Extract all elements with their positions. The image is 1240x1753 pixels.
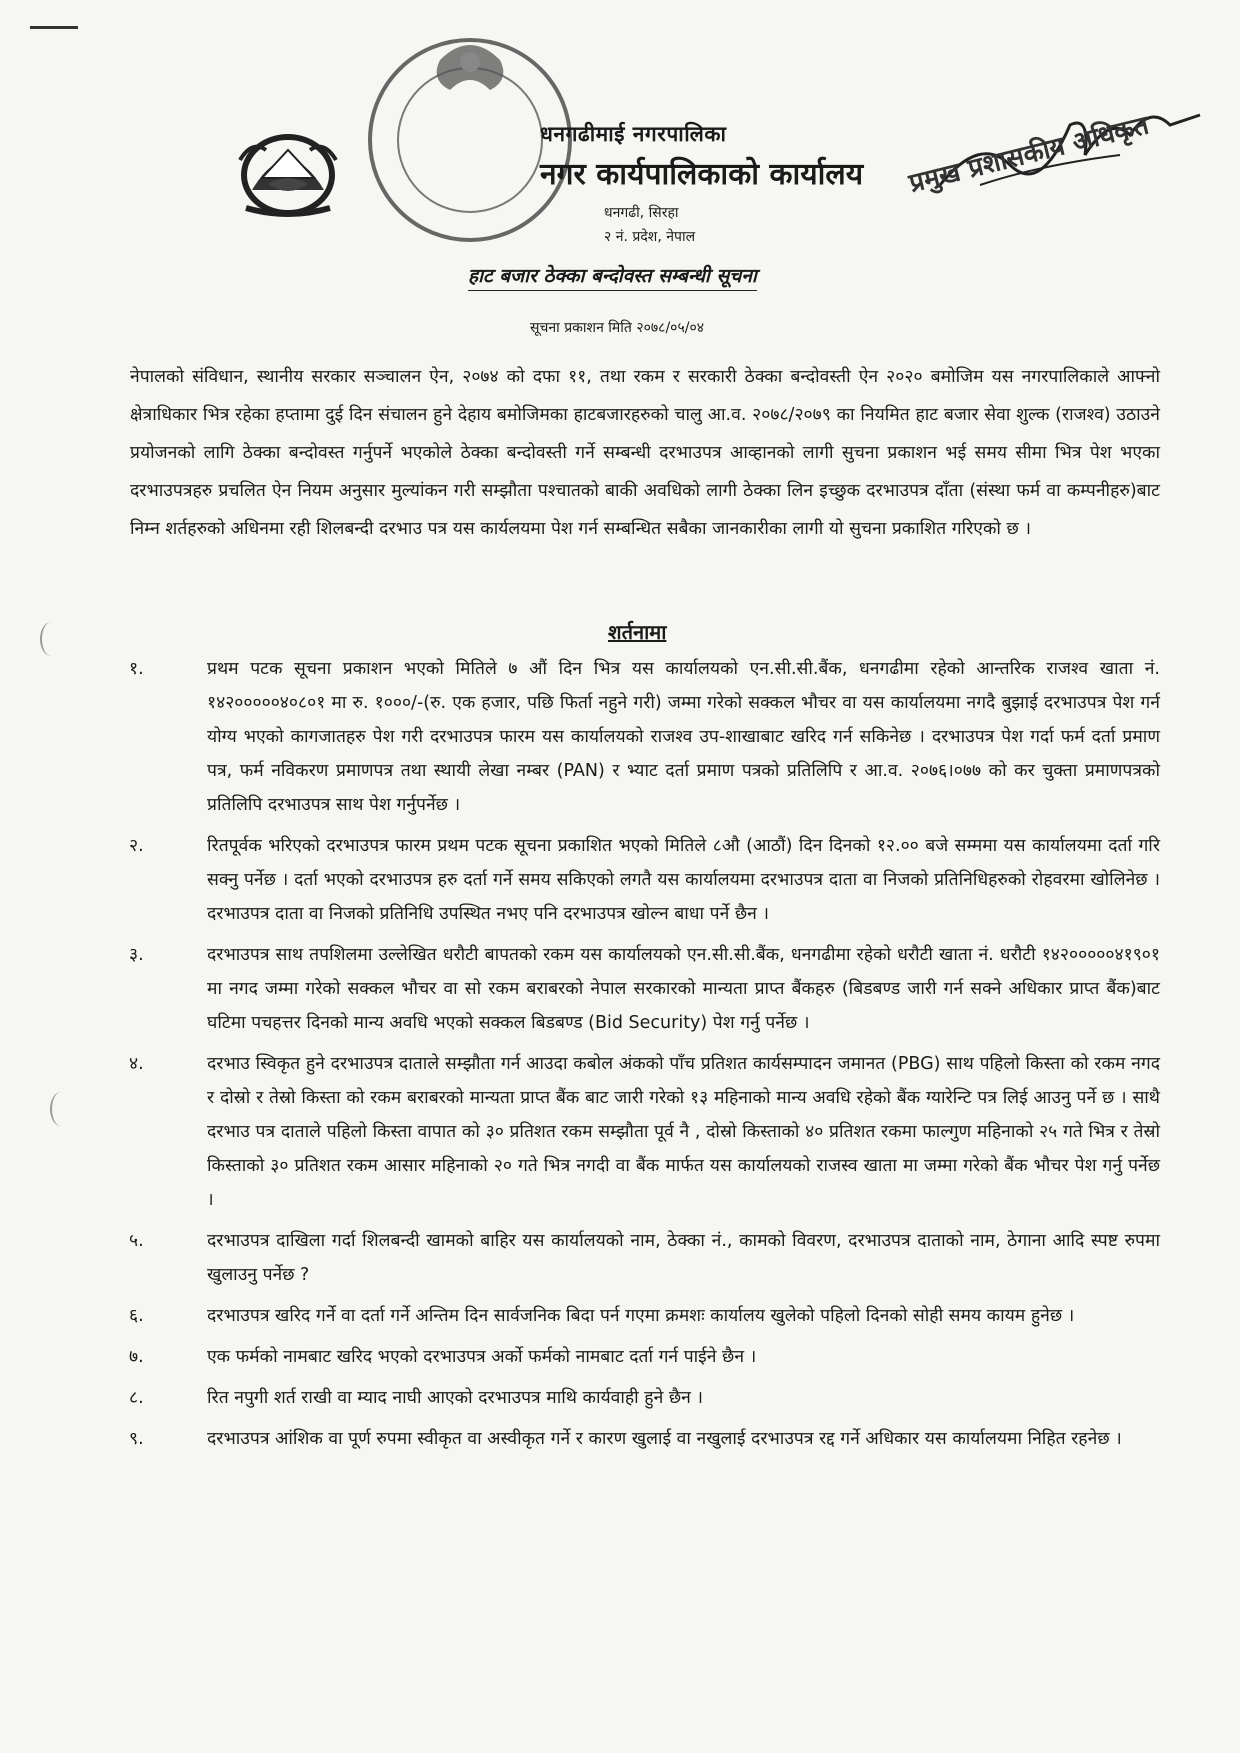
term-number: ६. — [129, 1306, 144, 1326]
term-item — [115, 1340, 1160, 1374]
term-item — [115, 829, 1160, 931]
term-text: रित नपुगी शर्त राखी वा म्याद नाघी आएको दरभाउपत्र माथि कार्यवाही हुने छैन । — [207, 1388, 704, 1408]
intro-paragraph: नेपालको संविधान, स्थानीय सरकार सञ्चालन ऐन, २०७४ को दफा ११, तथा रकम र सरकारी ठेक्का बन्दोवस्ती ऐन २०२० बमोजिम यस नगरपालिकाले आफ्नो क्षेत्राधिकार भित्र रहेका हप्तामा दुई दिन संचालन हुने देहाय बमोजिमका हाटबजारहरुको चालु आ.व. २०७८/२०७९ का नियमित हाट बजार सेवा शुल्क (राजश्व) उठाउने प्रयोजनको लागि ठेक्का बन्दोवस्त गर्नुपर्ने भएकोले ठेक्का बन्दोवस्ती गर्ने सम्बन्धी दरभाउपत्र आव्हानको लागी सुचना प्रकाशन भई समय सीमा भित्र पेश भएका दरभाउपत्रहरु प्रचलित ऐन नियम अनुसार मुल्यांकन गरी सम्झौता पश्चातको बाकी अवधिको लागी ठेक्का लिन इच्छुक दरभाउपत्र दाँता (संस्था फर्म वा कम्पनीहरु)बाट निम्न शर्तहरुको अधिनमा रही शिलबन्दी दरभाउ पत्र यस कार्यलयमा पेश गर्न सम्बन्धित सबैका जानकारीका लागी यो सुचना प्रकाशित गरिएको छ । — [130, 367, 1160, 539]
nepal-emblem-logo — [232, 120, 344, 220]
term-text: एक फर्मको नामबाट खरिद भएको दरभाउपत्र अर्को फर्मको नामबाट दर्ता गर्न पाईने छैन । — [207, 1347, 757, 1367]
punch-hole-mark — [40, 622, 62, 656]
term-item — [115, 1422, 1160, 1456]
address-line-1: धनगढी, सिरहा — [604, 205, 679, 221]
address-line-2: २ नं. प्रदेश, नेपाल — [604, 229, 696, 245]
term-text: प्रथम पटक सूचना प्रकाशन भएको मितिले ७ औं दिन भित्र यस कार्यालयको एन.सी.सी.बैंक, धनगढीमा रहेको आन्तरिक राजश्व खाता नं. १४२०००००४०८०१ मा रु. १०००/-(रु. एक हजार, पछि फिर्ता नहुने गरी) जम्मा गरेको सक्कल भौचर वा यस कार्यालयमा नगदै बुझाई दरभाउपत्र पेश गर्न योग्य भएको कागजातहरु पेश गरी दरभाउपत्र फारम यस कार्यालयको राजश्व उप-शाखाबाट खरिद गर्न सकिनेछ । दरभाउपत्र पेश गर्दा फर्म दर्ता प्रमाण पत्र, फर्म नविकरण प्रमाणपत्र तथा स्थायी लेखा नम्बर (PAN) र भ्याट दर्ता प्रमाण पत्रको प्रतिलिपि र आ.व. २०७६।०७७ को कर चुक्ता प्रमाणपत्रको प्रतिलिपि दरभाउपत्र साथ पेश गर्नुपर्नेछ । — [207, 659, 1160, 815]
signature-designation: प्रमुख प्रशासकीय अधिकृत — [906, 110, 1152, 199]
term-item — [115, 1381, 1160, 1415]
term-text: दरभाउ स्विकृत हुने दरभाउपत्र दाताले सम्झौता गर्न आउदा कबोल अंकको पाँच प्रतिशत कार्यसम्पादन जमानत (PBG) साथ पहिलो किस्ता को रकम नगद र दोस्रो र तेस्रो किस्ता को रकम बराबरको मान्यता प्राप्त बैंक बाट जारी गरेको १३ महिनाको मान्य अवधि रहेको बैंक ग्यारेन्टि पत्र लिई आउनु पर्ने छ । साथै दरभाउ पत्र दाताले पहिलो किस्ता वापात को ३० प्रतिशत रकम सम्झौता पूर्व नै , दोस्रो किस्ताको ४० प्रतिशत रकमा फाल्गुण महिनाको २५ गते भित्र र तेस्रो किस्ताको ३० प्रतिशत रकम आसार महिनाको २० गते भित्र नगदी वा बैंक मार्फत यस कार्यालयको राजस्व खाता मा जम्मा गरेको बैंक भौचर पेश गर्नु पर्नेछ । — [207, 1054, 1160, 1210]
term-item — [115, 938, 1160, 1040]
term-number: ४. — [129, 1054, 144, 1074]
term-number: ५. — [129, 1231, 144, 1251]
term-number: ९. — [129, 1429, 144, 1449]
punch-hole-mark — [50, 1092, 72, 1126]
notice-title: हाट बजार ठेक्का बन्दोवस्त सम्बन्धी सूचना — [468, 262, 757, 291]
term-number: ७. — [129, 1347, 144, 1367]
office-name: नगर कार्यपालिकाको कार्यालय — [540, 157, 864, 192]
letterhead — [540, 120, 940, 249]
term-number: २. — [129, 836, 144, 856]
term-item — [115, 1224, 1160, 1292]
term-text: दरभाउपत्र खरिद गर्ने वा दर्ता गर्ने अन्तिम दिन सार्वजनिक बिदा पर्न गएमा क्रमशः कार्यालय खुलेको पहिलो दिनको सोही समय कायम हुनेछ । — [207, 1306, 1075, 1326]
term-item — [115, 1047, 1160, 1217]
term-item — [115, 652, 1160, 822]
office-address — [604, 201, 940, 249]
terms-heading: शर्तनामा — [608, 620, 667, 644]
term-text: दरभाउपत्र दाखिला गर्दा शिलबन्दी खामको बाहिर यस कार्यालयको नाम, ठेक्का नं., कामको विवरण, दरभाउपत्र दाताको नाम, ठेगाना आदि स्पष्ट रुपमा खुलाउनु पर्नेछ ? — [207, 1231, 1160, 1285]
term-text: दरभाउपत्र आंशिक वा पूर्ण रुपमा स्वीकृत वा अस्वीकृत गर्ने र कारण खुलाई वा नखुलाई दरभाउपत्र रद्द गर्ने अधिकार यस कार्यालयमा निहित रहनेछ । — [207, 1429, 1122, 1449]
scan-edge-mark — [30, 26, 78, 29]
publication-date: सूचना प्रकाशन मिति २०७८/०५/०४ — [530, 320, 705, 336]
term-number: १. — [129, 659, 144, 679]
term-item — [115, 1299, 1160, 1333]
term-number: ८. — [129, 1388, 144, 1408]
term-text: रितपूर्वक भरिएको दरभाउपत्र फारम प्रथम पटक सूचना प्रकाशित भएको मितिले ८औ (आठौं) दिन दिनको १२.०० बजे सम्ममा यस कार्यालयमा दर्ता गरि सक्नु पर्नेछ । दर्ता भएको दरभाउपत्र हरु दर्ता गर्ने समय सकिएको लगतै यस कार्यालयमा दरभाउपत्र दाता वा निजको प्रतिनिधिहरुको रोहवरमा खोलिनेछ । दरभाउपत्र दाता वा निजको प्रतिनिधि उपस्थित नभए पनि दरभाउपत्र खोल्न बाधा पर्ने छैन । — [207, 836, 1160, 924]
term-text: दरभाउपत्र साथ तपशिलमा उल्लेखित धरौटी बापतको रकम यस कार्यालयको एन.सी.सी.बैंक, धनगढीमा रहेको धरौटी खाता नं. धरौटी १४२०००००४१९०१ मा नगद जम्मा गरेको सक्कल भौचर वा सो रकम बराबरको नेपाल सरकारको मान्यता प्राप्त बैंकहरु (बिडबण्ड जारी गर्न सक्ने अधिकार प्राप्त बैंक)बाट घटिमा पचहत्तर दिनको मान्य अवधि भएको सक्कल बिडबण्ड (Bid Security) पेश गर्नु पर्नेछ । — [207, 945, 1160, 1033]
municipality-name: धनगढीमाई नगरपालिका — [540, 122, 727, 146]
terms-list — [115, 652, 1160, 1463]
term-number: ३. — [129, 945, 144, 965]
